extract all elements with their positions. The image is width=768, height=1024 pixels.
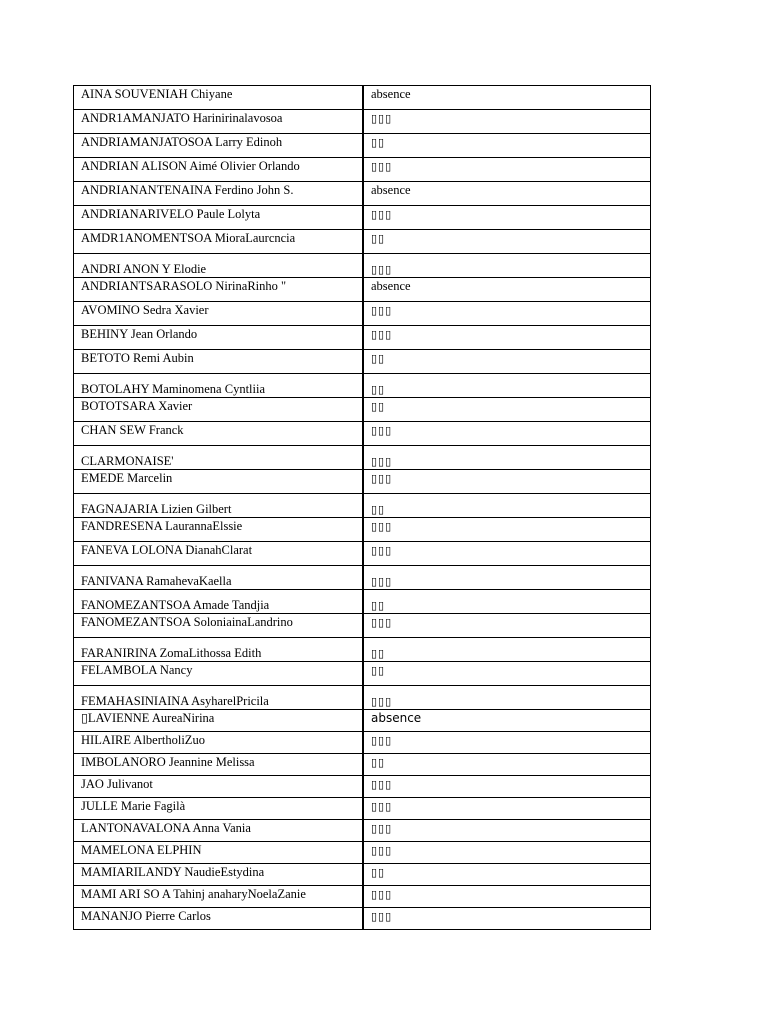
student-name: HILAIRE AlbertholiZuo	[74, 732, 364, 754]
attendance-status: ▯▯▯	[363, 542, 651, 566]
student-name: IMBOLANORO Jeannine Melissa	[74, 754, 364, 776]
attendance-status: ▯▯▯	[363, 302, 651, 326]
attendance-status: ▯▯▯	[363, 566, 651, 590]
attendance-status: absence	[363, 710, 651, 732]
student-name: FANEVA LOLONA DianahClarat	[74, 542, 364, 566]
student-name: LANTONAVALONA Anna Vania	[74, 820, 364, 842]
table-row	[74, 820, 651, 842]
table-row	[74, 886, 651, 908]
attendance-status: ▯▯▯	[363, 908, 651, 930]
attendance-status: ▯▯▯	[363, 732, 651, 754]
attendance-status: ▯▯▯	[363, 206, 651, 230]
table-row	[74, 542, 651, 566]
attendance-status: ▯▯	[363, 374, 651, 398]
table-row	[74, 638, 651, 662]
attendance-status: ▯▯▯	[363, 326, 651, 350]
table-row	[74, 864, 651, 886]
student-name: FELAMBOLA Nancy	[74, 662, 364, 686]
attendance-table	[73, 85, 651, 930]
table-row	[74, 590, 651, 614]
attendance-status: ▯▯▯	[363, 158, 651, 182]
student-name: FEMAHASINIAINA AsyharelPricila	[74, 686, 364, 710]
table-row	[74, 374, 651, 398]
table-row	[74, 754, 651, 776]
attendance-status: absence	[363, 278, 651, 302]
student-name: ANDRI ANON Y Elodie	[74, 254, 364, 278]
attendance-status: ▯▯▯	[363, 614, 651, 638]
table-row	[74, 518, 651, 542]
student-name: ANDRIAMANJATOSOA Larry Edinoh	[74, 134, 364, 158]
table-row	[74, 776, 651, 798]
attendance-status: ▯▯▯	[363, 110, 651, 134]
student-name: ANDRIANANTENAINA Ferdino John S.	[74, 182, 364, 206]
student-name: ANDR1AMANJATO Harinirinalavosoa	[74, 110, 364, 134]
student-name: ANDRIAN ALISON Aimé Olivier Orlando	[74, 158, 364, 182]
table-row	[74, 842, 651, 864]
attendance-status: ▯▯▯	[363, 518, 651, 542]
student-name: FANDRESENA LaurannaElssie	[74, 518, 364, 542]
student-name: AMDR1ANOMENTSOA MioraLaurcncia	[74, 230, 364, 254]
attendance-status: ▯▯▯	[363, 446, 651, 470]
student-name: FAGNAJARIA Lizien Gilbert	[74, 494, 364, 518]
attendance-status: absence	[363, 182, 651, 206]
student-name: BOTOLAHY Maminomena Cyntliia	[74, 374, 364, 398]
attendance-status: ▯▯	[363, 494, 651, 518]
attendance-status: ▯▯▯	[363, 686, 651, 710]
student-name: FARANIRINA ZomaLithossa Edith	[74, 638, 364, 662]
table-row	[74, 662, 651, 686]
student-name: EMEDE Marcelin	[74, 470, 364, 494]
table-row	[74, 614, 651, 638]
attendance-status: ▯▯▯	[363, 886, 651, 908]
student-name: MAMI ARI SO A Tahinj anaharyNoelaZanie	[74, 886, 364, 908]
attendance-status: ▯▯▯	[363, 820, 651, 842]
attendance-status: ▯▯	[363, 398, 651, 422]
table-row	[74, 326, 651, 350]
table-row	[74, 230, 651, 254]
attendance-status: absence	[363, 86, 651, 110]
student-name: ANDRIANTSARASOLO NirinaRinho "	[74, 278, 364, 302]
attendance-status: ▯▯▯	[363, 470, 651, 494]
student-name: FANIVANA RamahevaKaella	[74, 566, 364, 590]
attendance-status: ▯▯	[363, 662, 651, 686]
table-row	[74, 494, 651, 518]
student-name: FANOMEZANTSOA Amade Tandjia	[74, 590, 364, 614]
student-name: AVOMINO Sedra Xavier	[74, 302, 364, 326]
attendance-status: ▯▯	[363, 754, 651, 776]
table-row	[74, 158, 651, 182]
table-row	[74, 732, 651, 754]
student-name: BETOTO Remi Aubin	[74, 350, 364, 374]
attendance-status: ▯▯	[363, 590, 651, 614]
student-name: FANOMEZANTSOA SoloniainaLandrino	[74, 614, 364, 638]
table-row	[74, 350, 651, 374]
student-name: MAMIARILANDY NaudieEstydina	[74, 864, 364, 886]
table-row	[74, 566, 651, 590]
table-row	[74, 254, 651, 278]
attendance-status: ▯▯▯	[363, 422, 651, 446]
attendance-status: ▯▯	[363, 638, 651, 662]
student-name: ▯LAVIENNE AureaNirina	[74, 710, 364, 732]
attendance-status: ▯▯▯	[363, 842, 651, 864]
table-row	[74, 182, 651, 206]
table-row	[74, 134, 651, 158]
attendance-status: ▯▯	[363, 134, 651, 158]
table-row	[74, 422, 651, 446]
student-name: CHAN SEW Franck	[74, 422, 364, 446]
table-row	[74, 710, 651, 732]
attendance-status: ▯▯▯	[363, 776, 651, 798]
student-name: MAMELONA ELPHIN	[74, 842, 364, 864]
table-row	[74, 686, 651, 710]
student-name: ANDRIANARIVELO Paule Lolyta	[74, 206, 364, 230]
student-name: JAO Julivanot	[74, 776, 364, 798]
table-row	[74, 206, 651, 230]
table-row	[74, 110, 651, 134]
student-name: AINA SOUVENIAH Chiyane	[74, 86, 364, 110]
table-row	[74, 398, 651, 422]
table-row	[74, 798, 651, 820]
table-row	[74, 302, 651, 326]
table-row	[74, 470, 651, 494]
attendance-status: ▯▯▯	[363, 798, 651, 820]
student-name: JULLE Marie Fagilà	[74, 798, 364, 820]
student-name: BOTOTSARA Xavier	[74, 398, 364, 422]
attendance-status: ▯▯	[363, 864, 651, 886]
attendance-status: ▯▯▯	[363, 254, 651, 278]
student-name: MANANJO Pierre Carlos	[74, 908, 364, 930]
attendance-status: ▯▯	[363, 350, 651, 374]
attendance-status: ▯▯	[363, 230, 651, 254]
student-name: CLARMONAISE'	[74, 446, 364, 470]
student-name: BEHINY Jean Orlando	[74, 326, 364, 350]
table-row	[74, 278, 651, 302]
table-row	[74, 908, 651, 930]
table-row	[74, 446, 651, 470]
table-row	[74, 86, 651, 110]
